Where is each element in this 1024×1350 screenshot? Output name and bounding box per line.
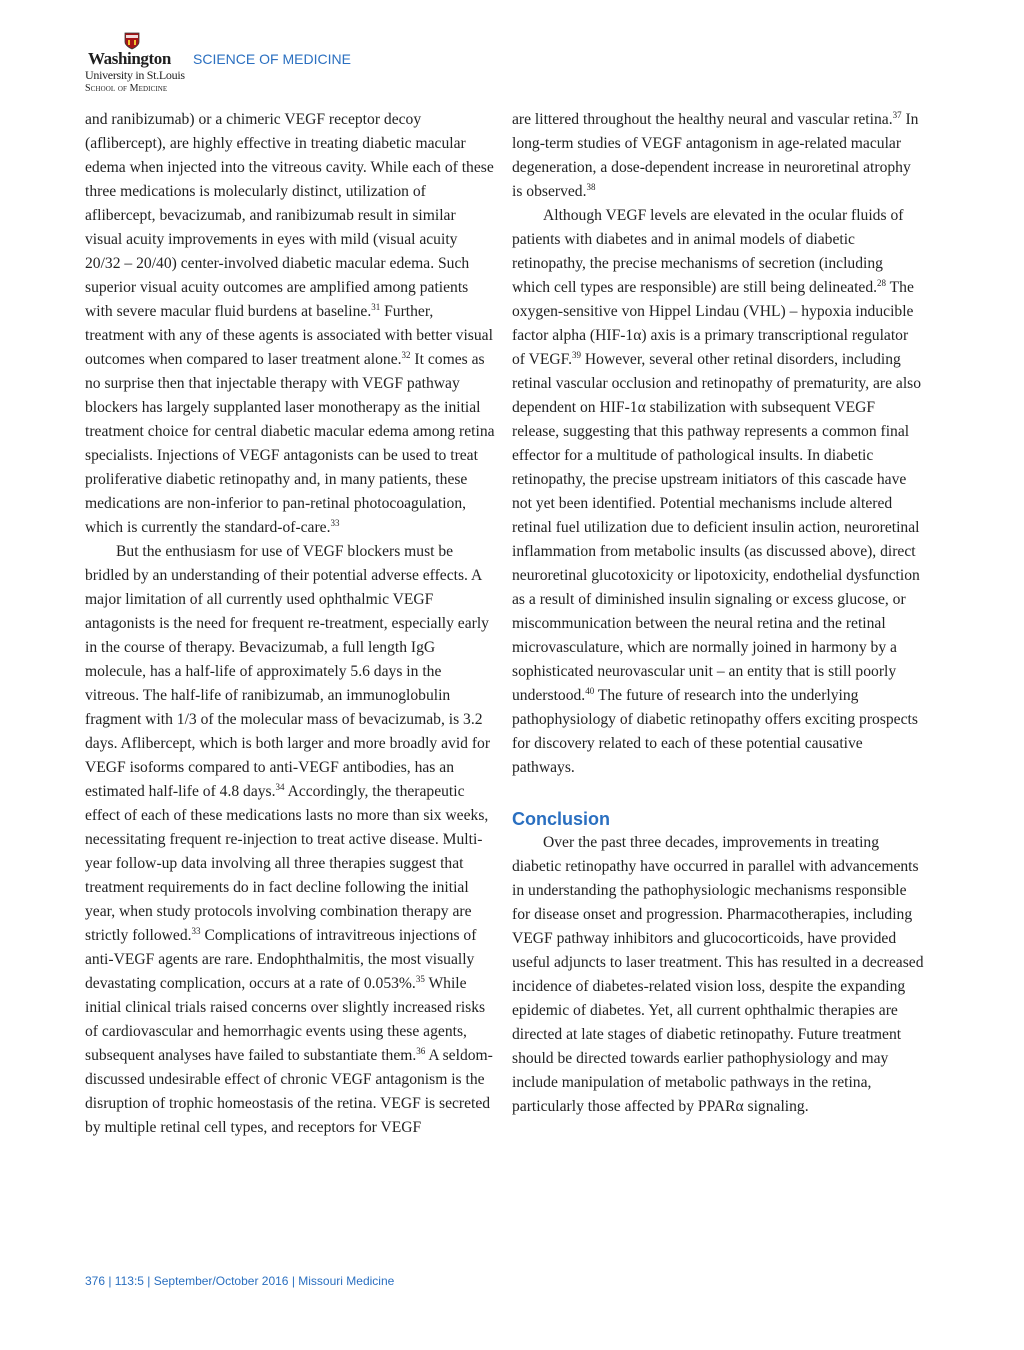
section-label: SCIENCE OF MEDICINE <box>193 51 351 67</box>
text-run: Complications of intravitreous injections of anti-VEGF agents are rare. Endophthalmitis, the most visually devastating complication, occurs at a rate of 0.053%. <box>85 927 477 992</box>
reference-33: 33 <box>191 926 201 936</box>
logo-university: University in St.Louis <box>85 68 185 82</box>
university-logo <box>85 30 185 96</box>
reference-31: 31 <box>371 302 381 312</box>
text-run: Further, treatment with any of these agents is associated with better visual outcomes when compared to laser treatment alone. <box>85 303 493 368</box>
logo-school: School of Medicine <box>85 83 168 94</box>
text-run: and ranibizumab) or a chimeric VEGF receptor decoy (aflibercept), are highly effective in treating diabetic macular edema when injected into the vitreous cavity. While each of these three medications is molecularly distinct, utilization of aflibercept, bevacizumab, and ranibizumab result in similar visual acuity improvements in eyes with mild (visual acuity 20/32 – 20/40) center-involved diabetic macular edema. Such superior visual acuity outcomes are amplified among patients with severe macular fluid burdens at baseline. <box>85 111 494 320</box>
paragraph <box>85 540 495 1140</box>
reference-28: 28 <box>877 278 887 288</box>
logo-wordmark: Washington <box>88 49 171 68</box>
crest-icon <box>124 32 140 50</box>
right-column <box>512 108 924 1119</box>
text-run: But the enthusiasm for use of VEGF blockers must be bridled by an understanding of their potential adverse effects. A major limitation of all currently used ophthalmic VEGF antagonists is the need for frequent re-treatment, especially early in the course of therapy. Bevacizumab, a full length IgG molecule, has a half-life of approximately 5.6 days in the vitreous. The half-life of ranibizumab, an immunoglobulin fragment with 1/3 of the molecular mass of bevacizumab, is 3.2 days. Aflibercept, which is both larger and more broadly avid for VEGF isoforms compared to anti-VEGF antibodies, has an estimated half-life of 4.8 days. <box>85 543 491 800</box>
reference-34: 34 <box>275 782 285 792</box>
paragraph <box>85 108 495 540</box>
paragraph <box>512 204 924 780</box>
text-run: While initial clinical trials raised concerns over slightly increased risks of cardiovascular and hemorrhagic events using these agents, subsequent analyses have failed to substantiate them. <box>85 975 486 1064</box>
paragraph <box>512 108 924 204</box>
reference-35: 35 <box>415 974 425 984</box>
text-run: In long-term studies of VEGF antagonism in age-related macular degeneration, a dose-dependent increase in neuroretinal atrophy is observed. <box>512 111 919 200</box>
reference-39: 39 <box>571 350 581 360</box>
text-run: The oxygen-sensitive von Hippel Lindau (VHL) – hypoxia inducible factor alpha (HIF-1α) axis is a primary transcriptional regulator of VEGF. <box>512 279 914 368</box>
reference-33: 33 <box>330 518 340 528</box>
text-run: However, several other retinal disorders, including retinal vascular occlusion and retinopathy of prematurity, are also dependent on HIF-1α stabilization with subsequent VEGF release, suggesting that this pathway represents a common final effector for a multitude of pathological insults. In diabetic retinopathy, the precise upstream initiators of this cascade have not yet been identified. Potential mechanisms include altered retinal fuel utilization due to deficient insulin action, neuroretinal inflammation from metabolic insults (as discussed above), direct neuroretinal glucotoxicity or lipotoxicity, endothelial dysfunction as a result of diminished insulin signaling or excess glucose, or miscommunication between the neural retina and the retinal microvasculature, which are normally joined in harmony by a sophisticated neurovascular unit – an entity that is still poorly understood. <box>512 351 922 704</box>
text-run: A seldom-discussed undesirable effect of chronic VEGF antagonism is the disruption of trophic homeostasis of the retina. VEGF is secreted by multiple retinal cell types, and receptors for VEGF <box>85 1047 493 1136</box>
page-header <box>85 30 685 96</box>
text-run: Accordingly, the therapeutic effect of each of these medications lasts no more than six weeks, necessitating frequent re-injection to treat active disease. Multi-year follow-up data involving all three therapies suggest that treatment requirements do in fact decline following the initial year, when study protocols involving combination therapy are strictly followed. <box>85 783 489 944</box>
reference-37: 37 <box>892 110 902 120</box>
left-column <box>85 108 495 1140</box>
reference-40: 40 <box>585 686 595 696</box>
text-run: are littered throughout the healthy neural and vascular retina. <box>512 111 893 128</box>
paragraph: Over the past three decades, improvements in treating diabetic retinopathy have occurred in parallel with advancements in understanding the pathophysiologic mechanisms responsible for disease onset and progression. Pharmacotherapies, including VEGF pathway inhibitors and glucocorticoids, have provided useful adjuncts to laser treatment. This has resulted in a decreased incidence of diabetes-related vision loss, despite the expanding epidemic of diabetes. Yet, all current ophthalmic therapies are directed at late stages of diabetic retinopathy. Future treatment should be directed towards earlier pathophysiology and may include manipulation of metabolic pathways in the retina, particularly those affected by PPARα signaling. <box>512 834 924 1115</box>
reference-36: 36 <box>416 1046 426 1056</box>
page-footer: 376 | 113:5 | September/October 2016 | Missouri Medicine <box>85 1274 395 1288</box>
text-run: The future of research into the underlying pathophysiology of diabetic retinopathy offers exciting prospects for discovery related to each of these potential causative pathways. <box>512 687 918 776</box>
reference-38: 38 <box>586 182 596 192</box>
conclusion-heading: Conclusion <box>512 809 610 829</box>
text-run: Although VEGF levels are elevated in the ocular fluids of patients with diabetes and in animal models of diabetic retinopathy, the precise mechanisms of secretion (including which cell types are responsible) are still being delineated. <box>512 207 904 296</box>
text-run: It comes as no surprise then that injectable therapy with VEGF pathway blockers has largely supplanted laser monotherapy as the initial treatment choice for central diabetic macular edema among retina specialists. Injections of VEGF antagonists can be used to treat proliferative diabetic retinopathy and, in many patients, these medications are non-inferior to pan-retinal photocoagulation, which is currently the standard-of-care. <box>85 351 495 536</box>
reference-32: 32 <box>401 350 411 360</box>
